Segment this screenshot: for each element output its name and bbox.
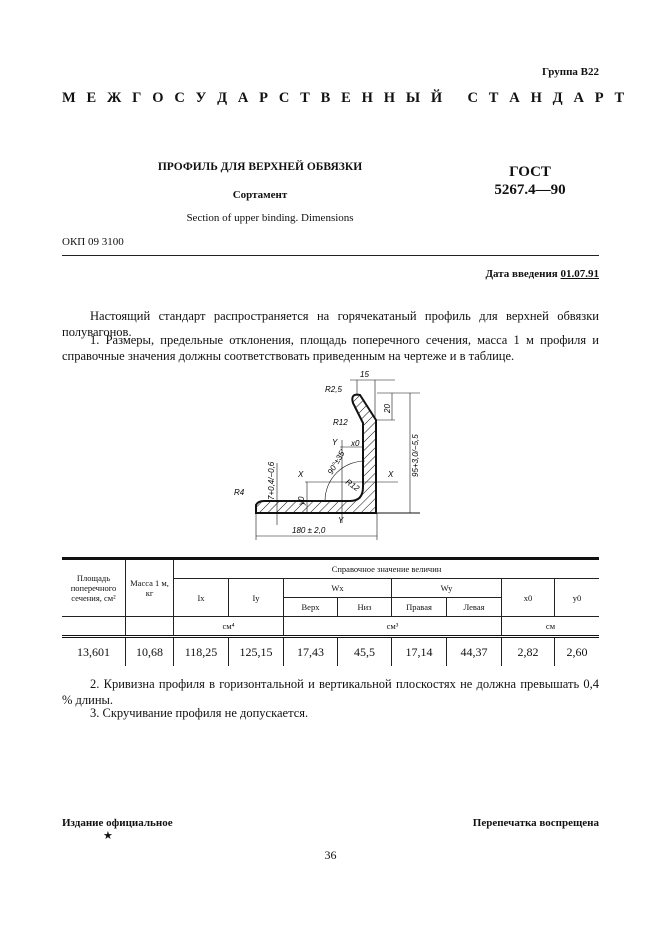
angle-label: 90°±35′: [325, 448, 348, 476]
date-value: 01.07.91: [560, 268, 599, 280]
table-cell: 2,60: [555, 637, 600, 667]
header-y0: y0: [555, 579, 600, 617]
axis-x-label: X: [388, 470, 394, 479]
header-top: Верх: [284, 598, 338, 617]
doc-title: ПРОФИЛЬ ДЛЯ ВЕРХНЕЙ ОБВЯЗКИ: [157, 161, 363, 173]
doc-subtitle: Сортамент: [232, 189, 288, 201]
x0-label: x0: [351, 439, 360, 448]
header-wy: Wy: [392, 579, 502, 598]
header-left: Левая: [447, 598, 502, 617]
date-label: Дата введения: [485, 268, 558, 280]
table-cell: 2,82: [502, 637, 555, 667]
standard-banner: М Е Ж Г О С У Д А Р С Т В Е Н Н Ы Й С Т А Н Д А Р Т: [62, 90, 628, 106]
page-number: 36: [324, 848, 337, 862]
header-iy: Iy: [229, 579, 284, 617]
y0-label: y0: [297, 496, 306, 505]
height-dimension: 95+3,0/−5,5: [411, 434, 420, 477]
header-right: Правая: [392, 598, 447, 617]
unit-cm4: см⁴: [174, 617, 284, 637]
header-x0: x0: [502, 579, 555, 617]
table-cell: 44,37: [447, 637, 502, 667]
radius-4: R4: [234, 488, 245, 497]
thickness-dimension: 7+0,4/−0,6: [267, 461, 276, 500]
unit-cm: см: [502, 617, 600, 637]
effective-date: [485, 268, 599, 280]
width-dimension: 180 ± 2,0: [292, 526, 326, 535]
okp-code: ОКП 09 3100: [62, 236, 124, 248]
header-ix: Ix: [174, 579, 229, 617]
radius-12: R12: [333, 418, 348, 427]
axis-y-label: Y: [332, 438, 338, 447]
group-code: Группа В22: [541, 66, 599, 78]
reprint-notice: Перепечатка воспрещена: [472, 817, 599, 829]
dim-20: 20: [383, 404, 392, 413]
gost-number: 5267.4—90: [494, 182, 566, 198]
english-title: Section of upper binding. Dimensions: [186, 212, 354, 224]
header-mass: Масса 1 м, кг: [126, 559, 174, 617]
table-cell: 13,601: [62, 637, 126, 667]
header-bottom: Низ: [338, 598, 392, 617]
header-area: Площадь поперечного сечения, см²: [62, 559, 126, 617]
divider: [62, 255, 599, 256]
star-icon: ★: [103, 830, 113, 842]
paragraph: 3. Скручивание профиля не допускается.: [90, 706, 309, 720]
gost-label: ГОСТ: [509, 164, 551, 180]
table-cell: 125,15: [229, 637, 284, 667]
radius-12-inner: R12: [343, 477, 362, 494]
paragraph: 2. Кривизна профиля в горизонтальной и вертикальной плоскостях не должна превышать 0,4 % длины.: [62, 677, 599, 707]
table-cell: 118,25: [174, 637, 229, 667]
table-cell: 17,43: [284, 637, 338, 667]
table-cell: 10,68: [126, 637, 174, 667]
header-reference: Справочное значение величин: [174, 559, 600, 579]
unit-cm3: см³: [284, 617, 502, 637]
header-wx: Wx: [284, 579, 392, 598]
axis-y-label: Y: [338, 516, 344, 525]
official-edition: Издание официальное: [62, 817, 173, 829]
table-cell: 17,14: [392, 637, 447, 667]
axis-x-label: X: [298, 470, 304, 479]
properties-table: [62, 557, 599, 666]
dim-15: 15: [360, 370, 369, 379]
radius-2-5: R2,5: [325, 385, 342, 394]
table-cell: 45,5: [338, 637, 392, 667]
paragraph: 1. Размеры, предельные отклонения, площадь поперечного сечения, масса 1 м профиля и справочные значения должны соответствовать приведенным на чертеже и в таблице.: [62, 333, 599, 363]
paragraph: Настоящий стандарт распространяется на горячекатаный профиль для верхней обвязки полувагонов.: [62, 309, 599, 339]
profile-drawing: [220, 365, 440, 545]
